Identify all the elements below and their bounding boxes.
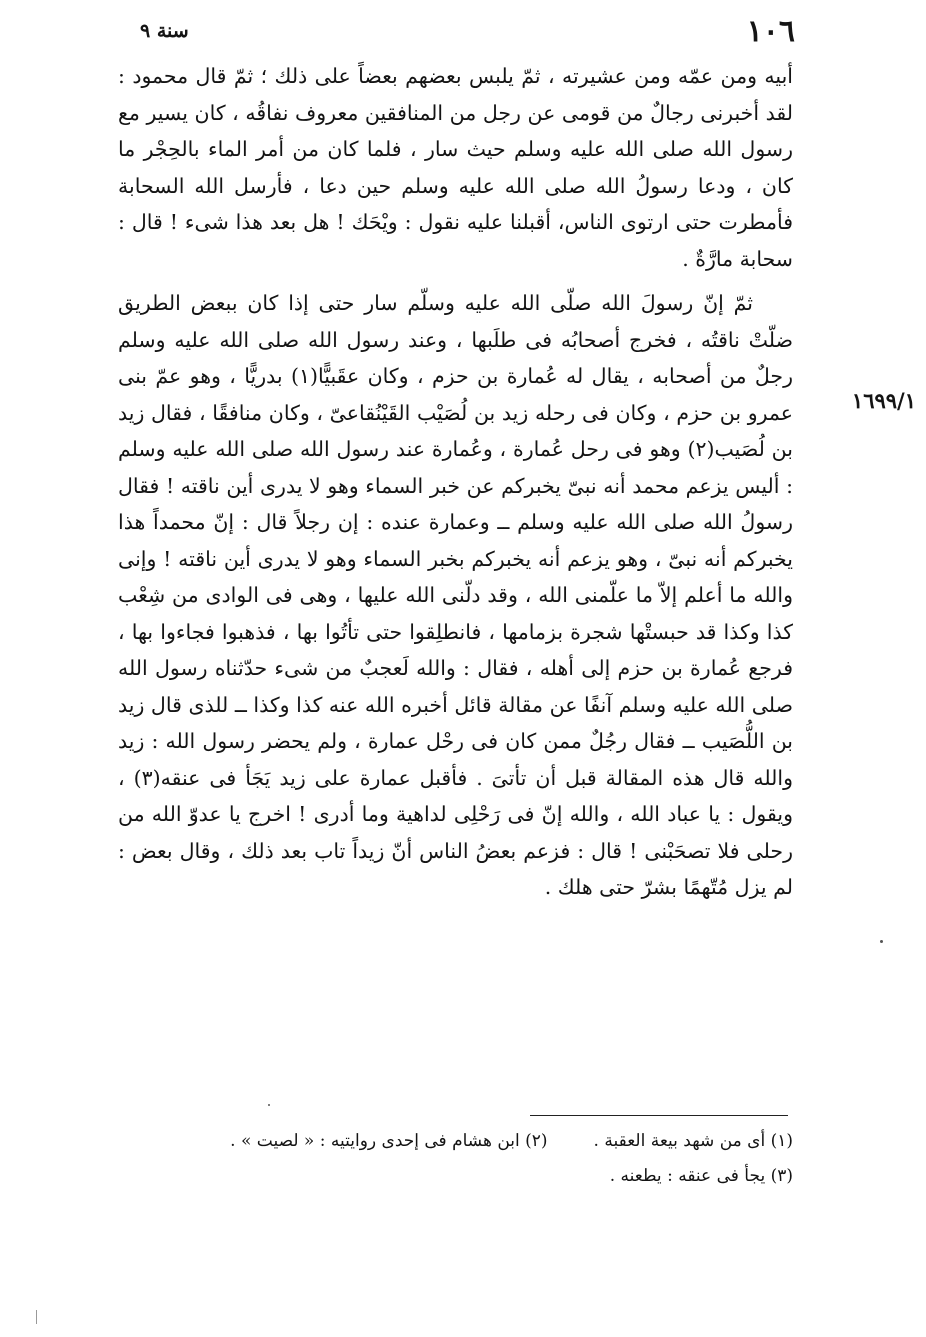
paragraph-1: أبيه ومن عمّه ومن عشيرته ، ثمّ يلبس بعضهم بعضاً على ذلك ؛ ثمّ قال محمود : لقد أخبرنى رجالٌ من قومى عن رجل من المنافقين معروف نفاقُه ، كان يسير مع رسول الله صلى الله عليه وسلم حيث سار ، فلما كان من أمر الماء بالحِجْر ما كان ، ودعا رسولُ الله صلى الله عليه وسلم حين دعا ، فأرسل الله السحابة فأمطرت حتى ارتوى الناس، أقبلنا عليه نقول : ويْحَك ! هل بعد هذا شىء ! قال : سحابة مارَّةٌ . xyxy=(118,64,793,271)
footnote-divider xyxy=(530,1115,788,1116)
paragraph-2: ثمّ إنّ رسولَ الله صلّى الله عليه وسلّم سار حتى إذا كان ببعض الطريق ضلّتْ ناقتُه ، فخرج أصحابُه فى طلَبها ، وعند رسول الله صلى الله عليه وسلم رجلٌ من أصحابه ، يقال له عُمارة بن حزم ، وكان عقَبيًّا(١) بدريًّا ، وهو عمّ بنى عمرو بن حزم ، وكان فى رحله زيد بن لُصَيْب القَيْنُقاعىّ ، وكان منافقًا ، فقال زيد بن لُصَيب(٢) وهو فى رحل عُمارة ، وعُمارة عند رسول الله صلى الله عليه وسلم : أليس يزعم محمد أنه نبىّ يخبركم عن خبر السماء وهو لا يدرى أين ناقته ! فقال رسولُ الله صلى الله عليه وسلم ــ وعمارة عنده : إن رجلاً قال : إنّ محمداً هذا يخبركم أنه نبىّ ، وهو يزعم أنه يخبركم بخبر السماء وهو لا يدرى أين ناقته ! وإنى والله ما أعلم إلاّ ما علّمنى الله ، وقد دلّنى الله عليها ، وهى فى الوادى من شِعْب كذا وكذا قد حبستْها شجرة بزمامها ، فانطلِقوا حتى تأتُوا بها ، فذهبوا فجاءوا بها ، فرجع عُمارة بن حزم إلى أهله ، فقال : والله لَعجبٌ من شىء حدّثناه رسول الله صلى الله عليه وسلم آنفًا عن مقالة قائل أخبره الله عنه كذا وكذا ــ للذى قال زيد بن اللُّصَيب ــ فقال رجُلٌ ممن كان فى رحْل عمارة ، ولم يحضر رسول الله : زيد والله قال هذه المقالة قبل أن تأتىَ . فأقبل عمارة على زيد يَجَأ فى عنقه(٣) ، ويقول : يا عباد الله ، والله إنّ فى رَحْلِى لداهية وما أدرى ! اخرج يا عدوّ الله من رحلى فلا تصحَبْنى ! قال : فزعم بعضُ الناس أنّ زيداً تاب بعد ذلك ، وقال بعض : لم يزل مُتّهمًا بشرّ حتى هلك . xyxy=(118,291,793,899)
footnotes xyxy=(130,1124,793,1194)
page-header xyxy=(130,14,795,54)
running-head-year: سنة ٩ xyxy=(140,20,189,42)
footnote-row-2 xyxy=(130,1159,793,1194)
main-text xyxy=(118,58,793,906)
print-speck xyxy=(880,940,883,943)
page-number: ١٠٦ xyxy=(746,14,795,49)
footnote-3: (٣) يجأ فى عنقه : يطعنه . xyxy=(609,1166,793,1186)
footnote-2: (٢) ابن هشام فى إحدى روايتيه : « لصيت » . xyxy=(230,1131,548,1151)
print-speck xyxy=(268,1104,270,1106)
footnote-row-1 xyxy=(130,1124,793,1159)
footnote-1: (١) أى من شهد بيعة العقبة . xyxy=(593,1131,793,1151)
margin-reference-number: ١٦٩٩/١ xyxy=(851,388,916,413)
print-speck xyxy=(36,1310,37,1324)
